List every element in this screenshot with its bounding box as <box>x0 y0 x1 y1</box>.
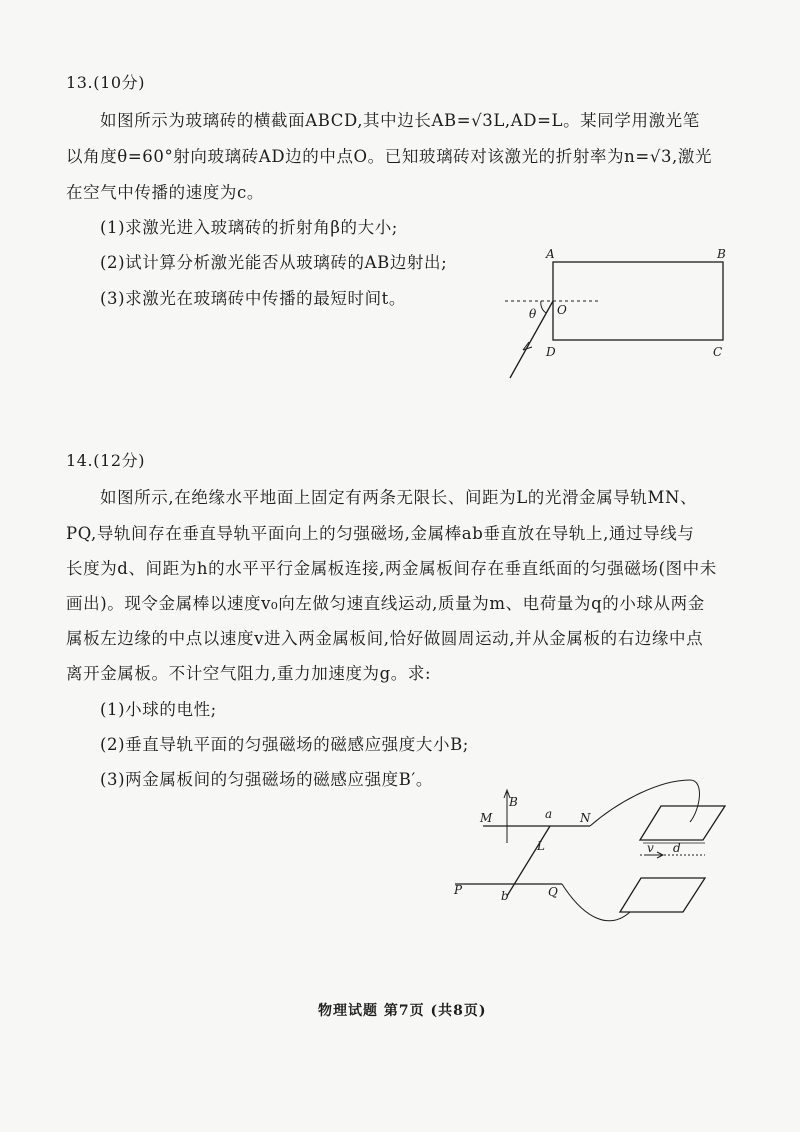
page-footer: 物理试题 第7页 (共8页) <box>318 1003 487 1019</box>
q13-line-3: 在空气中传播的速度为c。 <box>66 183 264 202</box>
label-C: C <box>713 345 723 359</box>
label-b: b <box>501 889 509 903</box>
q14-line-3: 长度为d、间距为h的水平平行金属板连接,两金属板间存在垂直纸面的匀强磁场(图中未 <box>66 559 717 578</box>
q13-header: 13.(10分) <box>66 73 146 92</box>
q13-item-1: (1)求激光进入玻璃砖的折射角β的大小; <box>100 218 398 237</box>
q14-line-5: 属板左边缘的中点以速度v进入两金属板间,恰好做圆周运动,并从金属板的右边缘中点 <box>66 629 704 648</box>
label-Q: Q <box>548 885 558 899</box>
q14-line-4: 画出)。现令金属棒以速度v₀向左做匀速直线运动,质量为m、电荷量为q的小球从两金 <box>66 594 705 613</box>
label-B-field: B <box>509 795 518 809</box>
q14-line-1: 如图所示,在绝缘水平地面上固定有两条无限长、间距为L的光滑金属导轨MN、 <box>100 488 698 507</box>
q13-line-2: 以角度θ=60°射向玻璃砖AD边的中点O。已知玻璃砖对该激光的折射率为n=√3,激光 <box>66 147 713 166</box>
label-a: a <box>545 807 553 821</box>
wire-top <box>590 780 699 826</box>
wire-bottom <box>562 884 630 921</box>
q14-header: 14.(12分) <box>66 451 146 470</box>
label-d: d <box>673 841 681 855</box>
label-theta: θ <box>529 307 537 321</box>
q13-line-1: 如图所示为玻璃砖的横截面ABCD,其中边长AB=√3L,AD=L。某同学用激光笔 <box>100 111 700 130</box>
plate-bottom <box>620 878 705 912</box>
rod-ab <box>507 826 550 896</box>
q14-item-2: (2)垂直导轨平面的匀强磁场的磁感应强度大小B; <box>100 735 469 754</box>
q14-item-3: (3)两金属板间的匀强磁场的磁感应强度B′。 <box>100 770 433 789</box>
q14-line-6: 离开金属板。不计空气阻力,重力加速度为g。求: <box>66 664 432 683</box>
label-M: M <box>480 811 493 825</box>
q14-line-2: PQ,导轨间存在垂直导轨平面向上的匀强磁场,金属棒ab垂直放在导轨上,通过导线与 <box>66 524 695 543</box>
q14-figure <box>455 780 725 921</box>
label-L: L <box>537 839 545 853</box>
label-A: A <box>546 247 555 261</box>
label-D: D <box>546 345 556 359</box>
theta-arc <box>541 301 546 313</box>
q13-item-2: (2)试计算分析激光能否从玻璃砖的AB边射出; <box>100 253 448 272</box>
q13-item-3: (3)求激光在玻璃砖中传播的最短时间t。 <box>100 289 407 308</box>
label-O: O <box>557 303 567 317</box>
label-B: B <box>717 247 726 261</box>
q14-item-1: (1)小球的电性; <box>100 700 217 719</box>
plate-top <box>640 806 725 840</box>
label-P: P <box>454 883 463 897</box>
label-v: v <box>647 841 654 855</box>
label-N: N <box>580 811 591 825</box>
q13-figure <box>505 262 723 378</box>
